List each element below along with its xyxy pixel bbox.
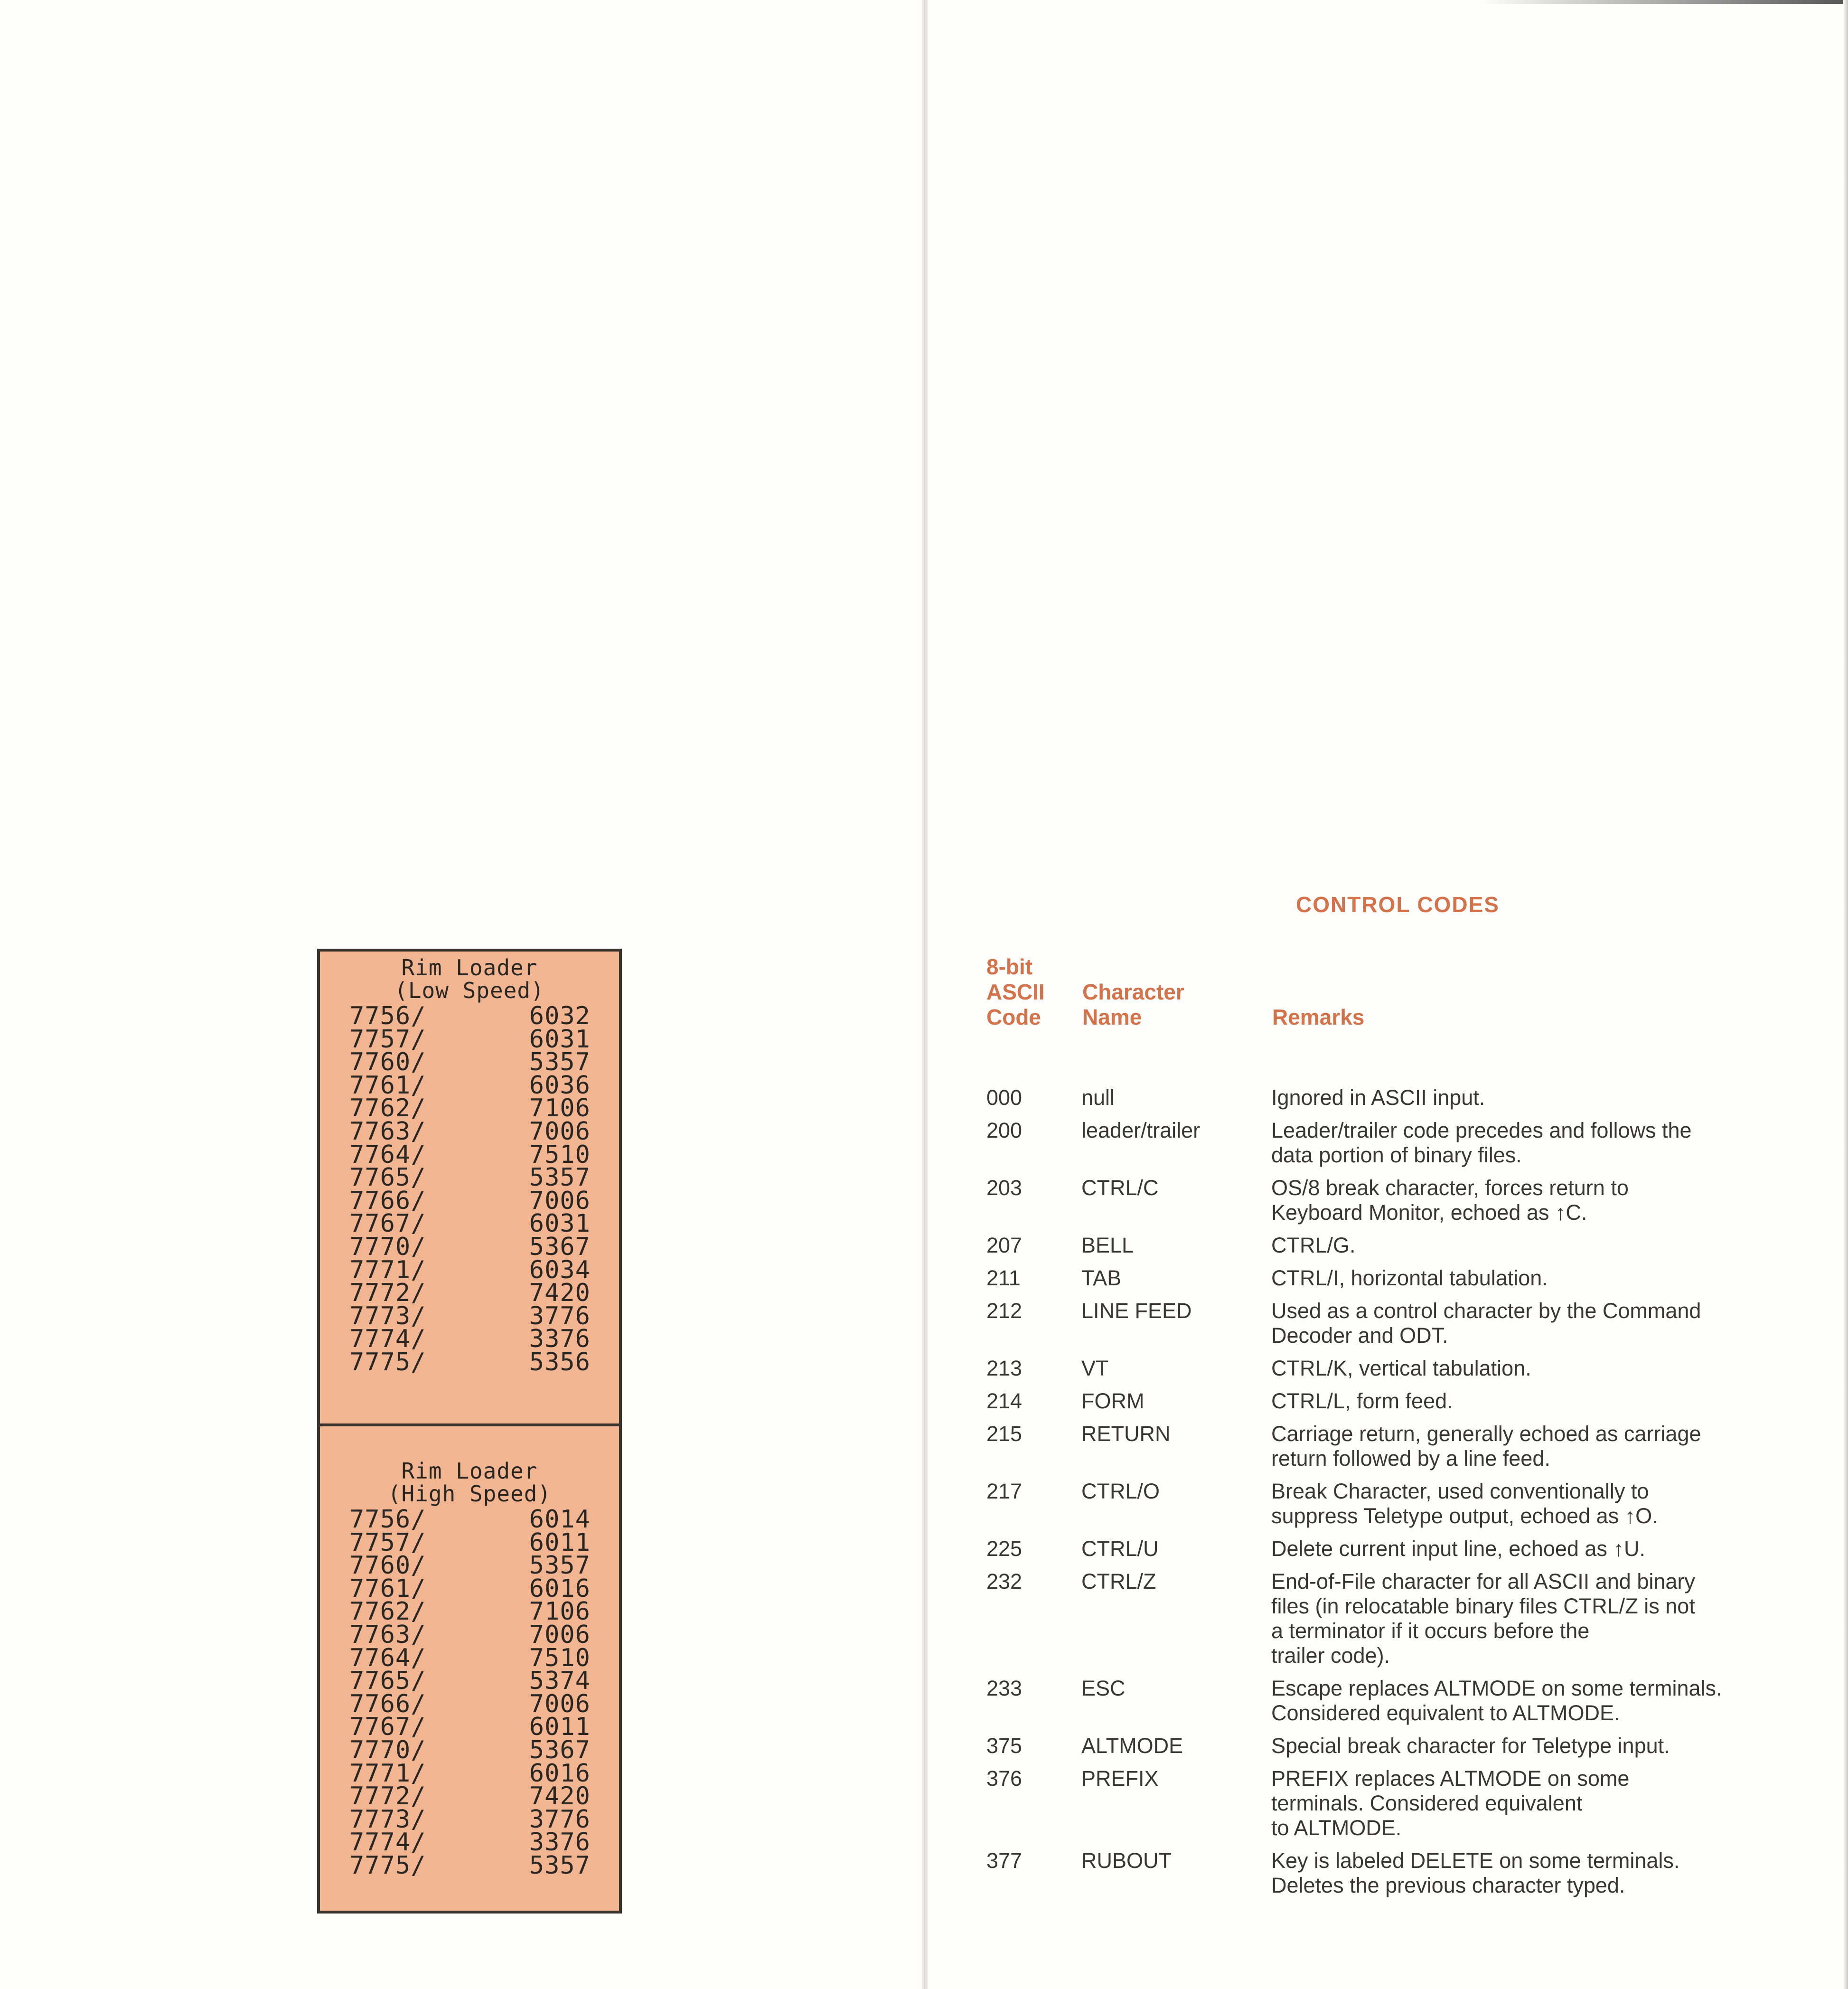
rim-high-row (320, 1782, 619, 1811)
control-code-name: TAB (1081, 1266, 1122, 1290)
rim-high-row (320, 1597, 619, 1626)
rim-high-row (320, 1828, 619, 1857)
control-code-name: LINE FEED (1081, 1299, 1192, 1323)
rim-low-value: 6031 (529, 1209, 591, 1238)
rim-low-row (320, 1071, 619, 1100)
rim-low-address: 7767/ (349, 1209, 426, 1238)
rim-high-value: 5357 (529, 1551, 591, 1580)
rim-high-value: 6016 (529, 1574, 591, 1603)
rim-loader-low-title (320, 956, 619, 1002)
control-code-name: CTRL/C (1081, 1176, 1159, 1200)
rim-low-row (320, 1163, 619, 1192)
rim-low-value: 6031 (529, 1025, 591, 1054)
control-code-remark-line: Escape replaces ALTMODE on some terminals. (1271, 1676, 1722, 1700)
control-code-value: 232 (986, 1569, 1022, 1593)
rim-low-address: 7760/ (349, 1048, 426, 1077)
control-code-value: 375 (986, 1734, 1022, 1758)
control-code-row (986, 1479, 1812, 1528)
rim-low-value: 6032 (529, 1002, 591, 1030)
rim-low-value: 5356 (529, 1348, 591, 1376)
rim-low-row (320, 1279, 619, 1308)
control-code-name: FORM (1081, 1389, 1144, 1413)
rim-low-address: 7766/ (349, 1186, 426, 1215)
control-code-remarks (1271, 1676, 1803, 1725)
rim-high-address: 7761/ (349, 1574, 426, 1603)
control-code-remark-line: Special break character for Teletype input. (1271, 1734, 1670, 1758)
rim-low-row (320, 1232, 619, 1261)
header-name-line2: Name (1082, 1005, 1142, 1029)
control-codes-title: CONTROL CODES (1296, 892, 1500, 917)
control-code-remarks (1271, 1085, 1803, 1110)
control-code-remark-line: CTRL/G. (1271, 1233, 1356, 1257)
control-code-value: 215 (986, 1422, 1022, 1446)
control-code-name: RETURN (1081, 1422, 1171, 1446)
header-code-line2: ASCII (986, 980, 1045, 1004)
control-code-row (986, 1389, 1812, 1414)
control-code-row (986, 1422, 1812, 1471)
rim-low-row (320, 1301, 619, 1330)
rim-high-row (320, 1805, 619, 1834)
control-code-remarks (1271, 1766, 1803, 1840)
control-code-remark-line: End-of-File character for all ASCII and binary (1271, 1569, 1695, 1593)
rim-loader-high-title-line2: (High Speed) (387, 1481, 552, 1507)
control-code-remark-line: CTRL/K, vertical tabulation. (1271, 1356, 1531, 1380)
control-code-remark-line: files (in relocatable binary files CTRL/Z is not (1271, 1594, 1695, 1618)
control-code-row (986, 1537, 1812, 1561)
header-character-name (1082, 980, 1248, 1030)
rim-loader-low-title-line2: (Low Speed) (394, 978, 544, 1003)
rim-high-address: 7760/ (349, 1551, 426, 1580)
rim-low-row (320, 1325, 619, 1354)
header-remarks: Remarks (1272, 1005, 1365, 1029)
rim-high-address: 7765/ (349, 1667, 426, 1696)
header-code-line1: 8-bit (986, 954, 1033, 979)
control-code-name: ESC (1081, 1676, 1126, 1700)
rim-high-address: 7762/ (349, 1597, 426, 1626)
control-code-remark-line: Ignored in ASCII input. (1271, 1085, 1485, 1110)
rim-high-value: 7510 (529, 1643, 591, 1672)
control-code-remark-line: Delete current input line, echoed as ↑U. (1271, 1537, 1645, 1561)
rim-high-row (320, 1505, 619, 1534)
rim-loader-high-title (320, 1460, 619, 1505)
control-code-remark-line: Used as a control character by the Command (1271, 1299, 1701, 1323)
control-code-name: leader/trailer (1081, 1118, 1201, 1142)
control-code-remarks (1271, 1266, 1803, 1291)
control-code-remark-line: Break Character, used conventionally to (1271, 1479, 1649, 1503)
control-code-remark-line: Decoder and ODT. (1271, 1323, 1448, 1348)
rim-low-row (320, 1348, 619, 1376)
rim-high-value: 6011 (529, 1528, 591, 1557)
rim-low-address: 7775/ (349, 1348, 426, 1376)
rim-high-address: 7767/ (349, 1713, 426, 1742)
control-code-name: BELL (1081, 1233, 1134, 1257)
rim-low-value: 7510 (529, 1140, 591, 1169)
rim-low-value: 7106 (529, 1094, 591, 1123)
rim-loader-low-title-line1: Rim Loader (401, 955, 538, 980)
rim-low-value: 6036 (529, 1071, 591, 1100)
control-code-remarks (1271, 1118, 1803, 1168)
control-code-row (986, 1569, 1812, 1668)
rim-high-value: 7106 (529, 1597, 591, 1626)
control-code-remarks (1271, 1176, 1803, 1225)
control-code-row (986, 1085, 1812, 1110)
control-code-value: 000 (986, 1085, 1022, 1110)
control-code-remarks (1271, 1389, 1803, 1414)
control-code-remark-line: CTRL/I, horizontal tabulation. (1271, 1266, 1548, 1290)
page-right-edge (1843, 0, 1848, 1989)
rim-loader-high-rows (320, 1505, 619, 1880)
control-code-name: RUBOUT (1081, 1848, 1172, 1873)
control-code-remark-line: Leader/trailer code precedes and follows the (1271, 1118, 1692, 1142)
control-code-row (986, 1676, 1812, 1725)
control-code-remarks (1271, 1569, 1803, 1668)
rim-low-value: 7006 (529, 1117, 591, 1146)
rim-high-row (320, 1551, 619, 1580)
rim-high-address: 7763/ (349, 1620, 426, 1649)
control-code-remark-line: Keyboard Monitor, echoed as ↑C. (1271, 1200, 1587, 1225)
rim-high-value: 3776 (529, 1805, 591, 1834)
control-code-remark-line: Carriage return, generally echoed as carriage (1271, 1422, 1701, 1446)
rim-high-address: 7766/ (349, 1689, 426, 1718)
rim-high-address: 7773/ (349, 1805, 426, 1834)
control-code-remarks (1271, 1479, 1803, 1528)
control-code-row (986, 1356, 1812, 1381)
rim-low-address: 7762/ (349, 1094, 426, 1123)
control-code-remarks (1271, 1233, 1803, 1258)
rim-low-value: 7420 (529, 1279, 591, 1308)
rim-high-value: 5357 (529, 1851, 591, 1880)
rim-low-value: 3376 (529, 1325, 591, 1354)
rim-high-value: 5367 (529, 1735, 591, 1764)
rim-low-address: 7773/ (349, 1301, 426, 1330)
control-code-value: 211 (986, 1266, 1021, 1290)
control-code-name: VT (1081, 1356, 1109, 1380)
control-code-remarks (1271, 1356, 1803, 1381)
rim-high-row (320, 1620, 619, 1649)
rim-high-address: 7757/ (349, 1528, 426, 1557)
control-code-name: CTRL/O (1081, 1479, 1160, 1503)
control-code-value: 203 (986, 1176, 1022, 1200)
rim-low-row (320, 1209, 619, 1238)
control-code-value: 217 (986, 1479, 1022, 1503)
control-code-remark-line: data portion of binary files. (1271, 1143, 1522, 1167)
rim-low-row (320, 1186, 619, 1215)
control-code-remark-line: Key is labeled DELETE on some terminals. (1271, 1848, 1680, 1873)
control-code-row (986, 1266, 1812, 1291)
control-code-row (986, 1176, 1812, 1225)
control-code-row (986, 1299, 1812, 1348)
control-code-name: ALTMODE (1081, 1734, 1183, 1758)
control-code-name: PREFIX (1081, 1766, 1159, 1791)
rim-low-value: 5367 (529, 1232, 591, 1261)
rim-low-value: 3776 (529, 1301, 591, 1330)
rim-loader-low-rows (320, 1002, 619, 1376)
rim-high-value: 7006 (529, 1620, 591, 1649)
rim-high-row (320, 1528, 619, 1557)
control-code-value: 212 (986, 1299, 1022, 1323)
control-code-remark-line: trailer code). (1271, 1643, 1390, 1668)
control-code-value: 376 (986, 1766, 1022, 1791)
control-code-remark-line: to ALTMODE. (1271, 1816, 1402, 1840)
rim-high-value: 6011 (529, 1713, 591, 1742)
rim-high-address: 7764/ (349, 1643, 426, 1672)
rim-high-row (320, 1643, 619, 1672)
rim-low-address: 7761/ (349, 1071, 426, 1100)
control-code-remarks (1271, 1537, 1803, 1561)
rim-high-value: 6016 (529, 1759, 591, 1788)
control-code-row (986, 1233, 1812, 1258)
rim-low-value: 5357 (529, 1048, 591, 1077)
rim-low-row (320, 1002, 619, 1030)
control-code-row (986, 1118, 1812, 1168)
rim-high-row (320, 1667, 619, 1696)
rim-high-address: 7756/ (349, 1505, 426, 1534)
control-code-row (986, 1766, 1812, 1840)
rim-high-row (320, 1689, 619, 1718)
control-code-name: null (1081, 1085, 1115, 1110)
control-code-remark-line: return followed by a line feed. (1271, 1446, 1550, 1471)
control-code-remark-line: Considered equivalent to ALTMODE. (1271, 1701, 1620, 1725)
rim-high-address: 7775/ (349, 1851, 426, 1880)
rim-high-row (320, 1735, 619, 1764)
control-code-remarks (1271, 1848, 1803, 1898)
rim-low-row (320, 1048, 619, 1077)
page-top-edge (928, 0, 1848, 4)
control-code-remark-line: PREFIX replaces ALTMODE on some (1271, 1766, 1630, 1791)
control-code-value: 377 (986, 1848, 1022, 1873)
rim-low-address: 7764/ (349, 1140, 426, 1169)
header-code-line3: Code (986, 1005, 1041, 1029)
control-code-value: 214 (986, 1389, 1022, 1413)
rim-high-value: 3376 (529, 1828, 591, 1857)
control-code-remark-line: suppress Teletype output, echoed as ↑O. (1271, 1504, 1658, 1528)
rim-high-value: 7006 (529, 1689, 591, 1718)
book-spine (922, 0, 928, 1989)
rim-high-address: 7771/ (349, 1759, 426, 1788)
control-codes-table (986, 1085, 1812, 1906)
rim-low-value: 6034 (529, 1255, 591, 1284)
rim-low-address: 7770/ (349, 1232, 426, 1261)
rim-low-row (320, 1094, 619, 1123)
control-code-value: 207 (986, 1233, 1022, 1257)
rim-high-row (320, 1574, 619, 1603)
control-code-remark-line: a terminator if it occurs before the (1271, 1619, 1590, 1643)
rim-low-row (320, 1140, 619, 1169)
rim-low-address: 7756/ (349, 1002, 426, 1030)
rim-low-address: 7765/ (349, 1163, 426, 1192)
rim-loader-high-title-line1: Rim Loader (401, 1458, 538, 1484)
rim-low-row (320, 1117, 619, 1146)
rim-low-address: 7774/ (349, 1325, 426, 1354)
rim-low-address: 7772/ (349, 1279, 426, 1308)
rim-low-address: 7757/ (349, 1025, 426, 1054)
control-code-row (986, 1848, 1812, 1898)
control-code-value: 233 (986, 1676, 1022, 1700)
control-code-value: 200 (986, 1118, 1022, 1142)
rim-low-address: 7763/ (349, 1117, 426, 1146)
control-code-value: 213 (986, 1356, 1022, 1380)
control-code-row (986, 1734, 1812, 1758)
rim-loader-high-speed-table (317, 1423, 622, 1914)
control-code-remark-line: OS/8 break character, forces return to (1271, 1176, 1629, 1200)
rim-high-value: 6014 (529, 1505, 591, 1534)
rim-low-value: 7006 (529, 1186, 591, 1215)
rim-high-value: 5374 (529, 1667, 591, 1696)
control-code-remarks (1271, 1734, 1803, 1758)
rim-high-address: 7772/ (349, 1782, 426, 1811)
control-code-remark-line: terminals. Considered equivalent (1271, 1791, 1583, 1815)
rim-high-value: 7420 (529, 1782, 591, 1811)
rim-low-address: 7771/ (349, 1255, 426, 1284)
control-code-remarks (1271, 1422, 1803, 1471)
header-ascii-code (986, 954, 1072, 1030)
rim-low-row (320, 1255, 619, 1284)
control-code-remark-line: Deletes the previous character typed. (1271, 1873, 1625, 1897)
control-code-name: CTRL/U (1081, 1537, 1159, 1561)
rim-high-address: 7770/ (349, 1735, 426, 1764)
rim-loader-low-speed-table (317, 949, 622, 1426)
rim-low-row (320, 1025, 619, 1054)
control-code-name: CTRL/Z (1081, 1569, 1156, 1593)
control-code-remark-line: CTRL/L, form feed. (1271, 1389, 1453, 1413)
rim-high-address: 7774/ (349, 1828, 426, 1857)
header-name-line1: Character (1082, 980, 1184, 1004)
rim-high-row (320, 1851, 619, 1880)
rim-high-row (320, 1759, 619, 1788)
control-code-value: 225 (986, 1537, 1022, 1561)
control-code-remarks (1271, 1299, 1803, 1348)
rim-low-value: 5357 (529, 1163, 591, 1192)
rim-high-row (320, 1713, 619, 1742)
